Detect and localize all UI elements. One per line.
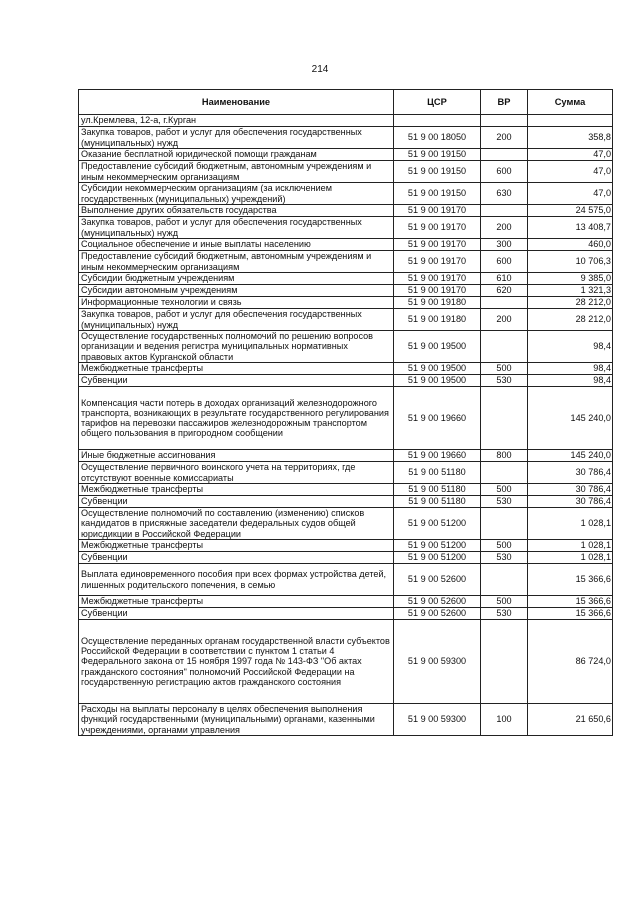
header-vr: ВР [481,90,528,115]
row-csr-cell: 51 9 00 19150 [394,149,481,161]
row-csr-cell: 51 9 00 51200 [394,552,481,564]
row-sum-cell: 30 786,4 [528,496,613,508]
row-vr-cell: 500 [481,540,528,552]
row-name-cell: Выплата единовременного пособия при всех формах устройства детей, лишенных родительского попечения, в семью [79,564,394,596]
table-row [79,183,613,205]
row-sum-cell: 1 028,1 [528,508,613,540]
row-sum-cell: 15 366,6 [528,564,613,596]
row-csr-cell: 51 9 00 51200 [394,540,481,552]
row-csr-cell: 51 9 00 19150 [394,183,481,205]
table-row [79,704,613,736]
row-vr-cell [481,331,528,363]
row-csr-cell: 51 9 00 52600 [394,564,481,596]
row-sum-cell: 15 366,6 [528,596,613,608]
row-sum-cell [528,115,613,127]
header-sum: Сумма [528,90,613,115]
table-row [79,309,613,331]
row-vr-cell: 530 [481,496,528,508]
row-csr-cell: 51 9 00 59300 [394,620,481,704]
row-vr-cell [481,205,528,217]
table-row [79,540,613,552]
row-sum-cell: 1 028,1 [528,552,613,564]
row-csr-cell: 51 9 00 51180 [394,496,481,508]
row-name-cell: Субвенции [79,608,394,620]
row-name-cell: Субсидии бюджетным учреждениям [79,273,394,285]
row-vr-cell: 530 [481,552,528,564]
row-vr-cell [481,149,528,161]
row-vr-cell: 300 [481,239,528,251]
row-csr-cell: 51 9 00 51180 [394,462,481,484]
row-csr-cell: 51 9 00 59300 [394,704,481,736]
row-csr-cell: 51 9 00 19170 [394,217,481,239]
row-sum-cell: 460,0 [528,239,613,251]
row-sum-cell: 13 408,7 [528,217,613,239]
row-sum-cell: 47,0 [528,183,613,205]
row-name-cell: Осуществление первичного воинского учета на территориях, где отсутствуют военные комиссариаты [79,462,394,484]
row-sum-cell: 98,4 [528,331,613,363]
row-name-cell: Субвенции [79,375,394,387]
row-csr-cell: 51 9 00 52600 [394,596,481,608]
table-row [79,387,613,450]
row-csr-cell: 51 9 00 19170 [394,285,481,297]
row-name-cell: Закупка товаров, работ и услуг для обеспечения государственных (муниципальных) нужд [79,309,394,331]
table-row [79,450,613,462]
row-sum-cell: 15 366,6 [528,608,613,620]
row-csr-cell: 51 9 00 19180 [394,309,481,331]
header-name: Наименование [79,90,394,115]
row-name-cell: Закупка товаров, работ и услуг для обеспечения государственных (муниципальных) нужд [79,127,394,149]
table-row [79,552,613,564]
row-name-cell: Субвенции [79,496,394,508]
row-sum-cell: 30 786,4 [528,462,613,484]
table-row [79,205,613,217]
row-csr-cell: 51 9 00 51200 [394,508,481,540]
row-name-cell: Иные бюджетные ассигнования [79,450,394,462]
row-sum-cell: 47,0 [528,161,613,183]
row-csr-cell: 51 9 00 19180 [394,297,481,309]
row-name-cell: Осуществление государственных полномочий по решению вопросов организации и ведения регистра муниципальных нормативных правовых актов Курганской области [79,331,394,363]
row-name-cell: Субсидии автономным учреждениям [79,285,394,297]
row-vr-cell: 610 [481,273,528,285]
row-name-cell: Компенсация части потерь в доходах организаций железнодорожного транспорта, возникающих в результате государственного регулирования тарифов на перевозки пассажиров железнодорожным транспортом общего пользования в пригородном сообщении [79,387,394,450]
row-sum-cell: 1 321,3 [528,285,613,297]
row-sum-cell: 358,8 [528,127,613,149]
row-vr-cell: 530 [481,608,528,620]
table-row [79,115,613,127]
table-row [79,331,613,363]
row-csr-cell: 51 9 00 19500 [394,363,481,375]
row-name-cell: Межбюджетные трансферты [79,540,394,552]
row-sum-cell: 98,4 [528,375,613,387]
row-name-cell: Предоставление субсидий бюджетным, автономным учреждениям и иным некоммерческим организациям [79,251,394,273]
row-sum-cell: 145 240,0 [528,450,613,462]
row-name-cell: Предоставление субсидий бюджетным, автономным учреждениям и иным некоммерческим организациям [79,161,394,183]
table-row [79,285,613,297]
table-row [79,564,613,596]
row-vr-cell [481,387,528,450]
row-name-cell: Оказание бесплатной юридической помощи гражданам [79,149,394,161]
table-row [79,149,613,161]
table-row [79,484,613,496]
row-vr-cell: 530 [481,375,528,387]
row-name-cell: Межбюджетные трансферты [79,363,394,375]
row-sum-cell: 10 706,3 [528,251,613,273]
row-vr-cell: 800 [481,450,528,462]
row-name-cell: Выполнение других обязательств государства [79,205,394,217]
table-row [79,608,613,620]
table-row [79,251,613,273]
table-row [79,217,613,239]
row-csr-cell: 51 9 00 19500 [394,375,481,387]
row-name-cell: Социальное обеспечение и иные выплаты населению [79,239,394,251]
row-sum-cell: 30 786,4 [528,484,613,496]
table-row [79,363,613,375]
row-csr-cell: 51 9 00 51180 [394,484,481,496]
row-name-cell: Субсидии некоммерческим организациям (за исключением государственных (муниципальных) учреждений) [79,183,394,205]
table-row [79,620,613,704]
row-vr-cell: 620 [481,285,528,297]
table-row [79,161,613,183]
row-vr-cell [481,620,528,704]
row-csr-cell: 51 9 00 52600 [394,608,481,620]
row-sum-cell: 1 028,1 [528,540,613,552]
row-sum-cell: 47,0 [528,149,613,161]
row-name-cell: Субвенции [79,552,394,564]
row-vr-cell: 600 [481,251,528,273]
table-row [79,462,613,484]
row-sum-cell: 24 575,0 [528,205,613,217]
row-vr-cell [481,462,528,484]
row-name-cell: Межбюджетные трансферты [79,484,394,496]
table-header-row [79,90,613,115]
row-sum-cell: 86 724,0 [528,620,613,704]
row-sum-cell: 21 650,6 [528,704,613,736]
row-csr-cell: 51 9 00 19500 [394,331,481,363]
row-vr-cell: 500 [481,596,528,608]
table-row [79,239,613,251]
table-body [79,115,613,736]
table-row [79,596,613,608]
table-row [79,375,613,387]
row-name-cell: Осуществление полномочий по составлению (изменению) списков кандидатов в присяжные заседатели федеральных судов общей юрисдикции в Российской Федерации [79,508,394,540]
row-name-cell: Осуществление переданных органам государственной власти субъектов Российской Федерации в соответствии с пунктом 1 статьи 4 Федерального закона от 15 ноября 1997 года № 143-ФЗ "Об актах гражданского состояния" полномочий Российской Федерации на государственную регистрацию актов гражданского состояния [79,620,394,704]
budget-table [78,89,613,736]
row-vr-cell: 630 [481,183,528,205]
row-vr-cell: 500 [481,484,528,496]
page-number: 214 [311,64,329,75]
row-vr-cell [481,115,528,127]
row-name-cell: Закупка товаров, работ и услуг для обеспечения государственных (муниципальных) нужд [79,217,394,239]
header-csr: ЦСР [394,90,481,115]
row-vr-cell: 200 [481,309,528,331]
row-vr-cell: 200 [481,127,528,149]
row-csr-cell: 51 9 00 19170 [394,205,481,217]
row-csr-cell: 51 9 00 19170 [394,239,481,251]
row-name-cell: Информационные технологии и связь [79,297,394,309]
row-csr-cell: 51 9 00 19150 [394,161,481,183]
row-vr-cell [481,564,528,596]
row-vr-cell [481,508,528,540]
row-sum-cell: 98,4 [528,363,613,375]
row-csr-cell: 51 9 00 19660 [394,450,481,462]
table-row [79,127,613,149]
row-vr-cell: 200 [481,217,528,239]
row-name-cell: Межбюджетные трансферты [79,596,394,608]
row-vr-cell [481,297,528,309]
row-name-cell: Расходы на выплаты персоналу в целях обеспечения выполнения функций государственными (муниципальными) органами, казенными учреждениями, органами управления [79,704,394,736]
row-name-cell: ул.Кремлева, 12-а, г.Курган [79,115,394,127]
row-csr-cell: 51 9 00 19660 [394,387,481,450]
row-csr-cell: 51 9 00 18050 [394,127,481,149]
row-sum-cell: 9 385,0 [528,273,613,285]
row-csr-cell [394,115,481,127]
row-sum-cell: 145 240,0 [528,387,613,450]
row-vr-cell: 100 [481,704,528,736]
row-sum-cell: 28 212,0 [528,309,613,331]
row-csr-cell: 51 9 00 19170 [394,273,481,285]
table-row [79,297,613,309]
table-row [79,273,613,285]
table-row [79,496,613,508]
row-sum-cell: 28 212,0 [528,297,613,309]
row-vr-cell: 500 [481,363,528,375]
row-vr-cell: 600 [481,161,528,183]
table-row [79,508,613,540]
row-csr-cell: 51 9 00 19170 [394,251,481,273]
